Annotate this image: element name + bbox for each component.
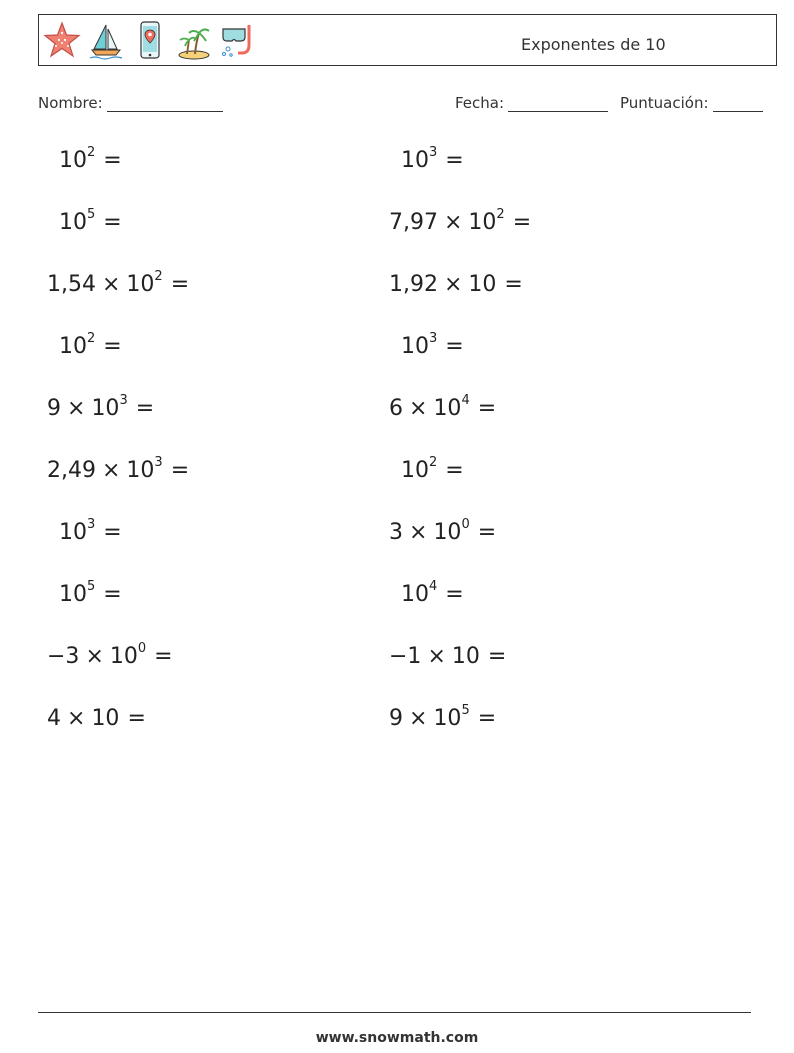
snorkel-mask-icon xyxy=(218,19,258,63)
problem-multiply-sign: × xyxy=(409,706,428,731)
date-blank[interactable] xyxy=(508,95,608,112)
problem-base: 10 xyxy=(433,706,462,731)
starfish-icon xyxy=(42,19,82,63)
problem-base: 10 xyxy=(59,148,87,173)
problem-exponent: 4 xyxy=(429,578,438,594)
date-label: Fecha: xyxy=(455,94,505,112)
problem-multiply-sign: × xyxy=(85,644,104,669)
problem-item xyxy=(389,330,464,359)
problem-multiply-sign: × xyxy=(101,272,121,297)
problem-item xyxy=(389,206,532,235)
problem-exponent: 2 xyxy=(429,454,438,470)
palm-island-icon xyxy=(174,19,214,63)
problem-base: 10 xyxy=(401,458,429,483)
problem-item xyxy=(389,644,506,669)
footer-divider xyxy=(38,1012,751,1013)
problem-item xyxy=(389,516,497,545)
problem-base: 10 xyxy=(109,644,138,669)
name-field xyxy=(38,94,223,112)
problem-coefficient: 3 xyxy=(389,520,403,545)
problem-exponent: 5 xyxy=(461,702,470,718)
problem-item xyxy=(47,392,155,421)
problem-equals: = xyxy=(477,520,497,545)
problem-equals: = xyxy=(504,272,523,297)
problem-multiply-sign: × xyxy=(67,396,86,421)
problem-exponent: 5 xyxy=(87,578,96,594)
problem-exponent: 0 xyxy=(461,516,470,532)
problem-coefficient: −1 xyxy=(389,644,422,669)
problem-multiply-sign: × xyxy=(443,272,463,297)
problem-base: 10 xyxy=(59,582,87,607)
problem-equals: = xyxy=(170,272,190,297)
problem-base: 10 xyxy=(59,520,87,545)
problem-base: 10 xyxy=(126,458,155,483)
problem-equals: = xyxy=(103,334,122,359)
problem-coefficient: 1,54 xyxy=(47,272,96,297)
problem-base: 10 xyxy=(433,396,462,421)
worksheet-title: Exponentes de 10 xyxy=(521,35,666,54)
problem-base: 10 xyxy=(451,644,480,669)
name-blank[interactable] xyxy=(107,95,223,112)
score-label: Puntuación: xyxy=(620,94,709,112)
problem-base: 10 xyxy=(126,272,155,297)
problem-item xyxy=(47,706,146,731)
problem-exponent: 3 xyxy=(154,454,163,470)
problem-base: 10 xyxy=(59,210,87,235)
problem-item xyxy=(389,144,464,173)
problem-base: 10 xyxy=(91,706,120,731)
problem-equals: = xyxy=(170,458,190,483)
problem-base: 10 xyxy=(401,148,429,173)
problem-equals: = xyxy=(135,396,155,421)
problem-exponent: 3 xyxy=(119,392,128,408)
problem-equals: = xyxy=(487,644,507,669)
problem-multiply-sign: × xyxy=(427,644,446,669)
problem-coefficient: 6 xyxy=(389,396,403,421)
problem-equals: = xyxy=(445,148,464,173)
problem-equals: = xyxy=(154,644,173,669)
worksheet-header xyxy=(38,14,777,66)
problem-item xyxy=(389,578,464,607)
problem-exponent: 3 xyxy=(87,516,96,532)
problem-equals: = xyxy=(103,582,122,607)
name-label: Nombre: xyxy=(38,94,103,112)
problem-item xyxy=(389,392,497,421)
problem-base: 10 xyxy=(468,210,497,235)
phone-location-icon xyxy=(130,19,170,63)
problem-item xyxy=(47,144,122,173)
problem-equals: = xyxy=(127,706,146,731)
problem-base: 10 xyxy=(468,272,497,297)
problem-coefficient: 7,97 xyxy=(389,210,438,235)
problem-base: 10 xyxy=(433,520,462,545)
problem-coefficient: 2,49 xyxy=(47,458,96,483)
problem-exponent: 3 xyxy=(429,144,438,160)
sailboat-icon xyxy=(86,19,126,63)
problem-item xyxy=(389,454,464,483)
problem-equals: = xyxy=(103,148,122,173)
problem-equals: = xyxy=(103,210,122,235)
problem-equals: = xyxy=(445,334,464,359)
header-icons xyxy=(42,19,258,63)
problem-item xyxy=(47,330,122,359)
problem-exponent: 5 xyxy=(87,206,96,222)
footer-website: www.snowmath.com xyxy=(315,1030,479,1046)
problem-multiply-sign: × xyxy=(409,520,428,545)
problem-coefficient: 9 xyxy=(389,706,403,731)
problem-equals: = xyxy=(445,458,464,483)
problem-item xyxy=(47,206,122,235)
score-blank[interactable] xyxy=(713,95,763,112)
problem-exponent: 2 xyxy=(87,330,96,346)
problem-coefficient: 4 xyxy=(47,706,61,731)
problem-exponent: 2 xyxy=(154,268,163,284)
problem-coefficient: 9 xyxy=(47,396,61,421)
problem-item xyxy=(47,640,173,669)
date-field xyxy=(455,94,608,112)
problem-multiply-sign: × xyxy=(443,210,463,235)
problem-item xyxy=(47,516,122,545)
problem-exponent: 3 xyxy=(429,330,438,346)
problem-item xyxy=(47,578,122,607)
problem-multiply-sign: × xyxy=(409,396,428,421)
problem-exponent: 2 xyxy=(496,206,505,222)
problem-item xyxy=(389,702,497,731)
problem-equals: = xyxy=(477,396,497,421)
problem-equals: = xyxy=(512,210,532,235)
problem-base: 10 xyxy=(401,582,429,607)
problem-multiply-sign: × xyxy=(67,706,86,731)
problem-exponent: 4 xyxy=(461,392,470,408)
problem-coefficient: −3 xyxy=(47,644,80,669)
problem-multiply-sign: × xyxy=(101,458,121,483)
problem-base: 10 xyxy=(91,396,120,421)
problem-base: 10 xyxy=(401,334,429,359)
problem-item xyxy=(47,268,190,297)
problem-exponent: 2 xyxy=(87,144,96,160)
problem-item xyxy=(389,272,523,297)
problem-coefficient: 1,92 xyxy=(389,272,438,297)
problem-base: 10 xyxy=(59,334,87,359)
problem-equals: = xyxy=(477,706,497,731)
problem-equals: = xyxy=(103,520,122,545)
problem-equals: = xyxy=(445,582,464,607)
problem-item xyxy=(47,454,190,483)
score-field xyxy=(620,94,763,112)
problem-exponent: 0 xyxy=(137,640,147,656)
